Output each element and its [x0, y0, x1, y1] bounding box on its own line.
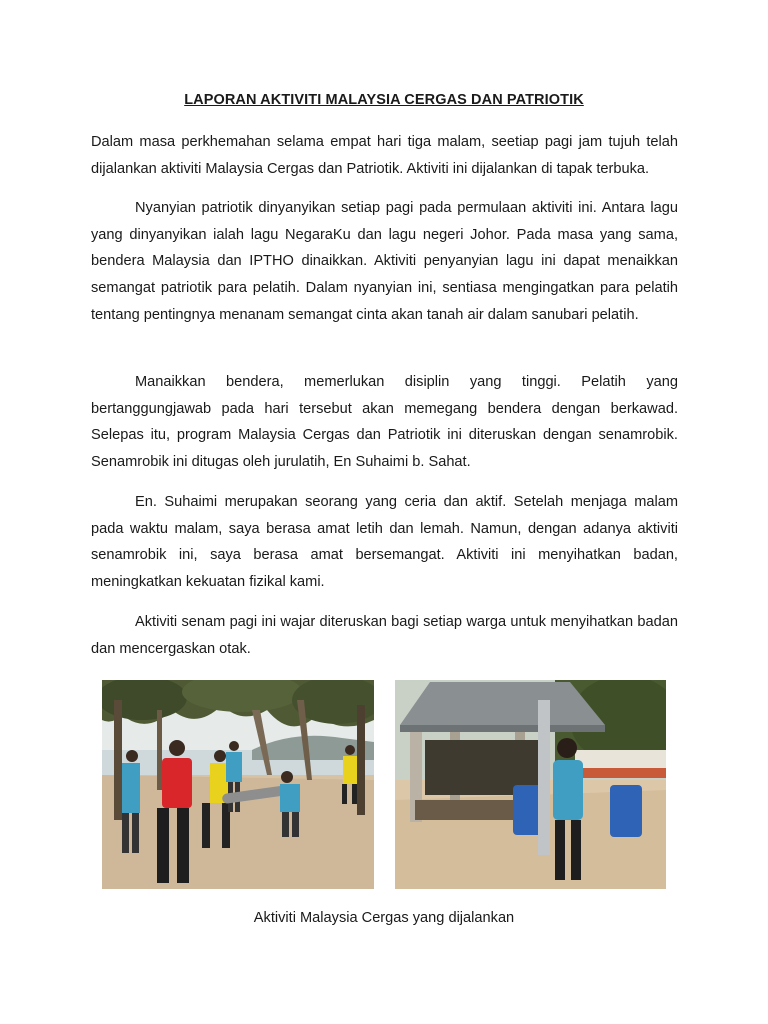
report-title: LAPORAN AKTIVITI MALAYSIA CERGAS DAN PATRIOTIK [184, 92, 584, 108]
paragraph-patriotic-songs: Nyanyian patriotik dinyanyikan setiap pagi pada permulaan aktiviti ini. Antara lagu yang dinyanyikan ialah lagu NegaraKu dan lagu negeri Johor. Pada masa yang sama, bendera Malaysia dan IPTHO dinaikkan. Aktiviti penyanyian lagu ini dapat menaikkan semangat patriotik para pelatih. Dalam nyanyian ini, sentiasa mengingatkan para pelatih tentang pentingnya menanam semangat cinta akan tanah air dalam sanubari pelatih. [91, 200, 678, 323]
photo-gazebo-participant [395, 680, 666, 889]
photo-group-exercise-image [102, 680, 374, 889]
paragraph-flag-raising: Manaikkan bendera, memerlukan disiplin yang tinggi. Pelatih yang bertanggungjawab pada hari tersebut akan memegang bendera dengan berkawad. Selepas itu, program Malaysia Cergas dan Patriotik ini diteruskan dengan senamrobik. Senamrobik ini ditugas oleh jurulatih, En Suhaimi b. Sahat. [91, 374, 678, 471]
paragraph-instructor: En. Suhaimi merupakan seorang yang ceria dan aktif. Setelah menjaga malam pada waktu malam, saya berasa amat letih dan lemah. Namun, dengan adanya aktiviti senamrobik ini, saya berasa amat bersemangat. Aktiviti ini menyihatkan badan, meningkatkan kekuatan fizikal kami. [91, 494, 678, 591]
photo-gazebo-participant-image [395, 680, 666, 889]
photo-caption: Aktiviti Malaysia Cergas yang dijalankan [253, 910, 515, 926]
paragraph-conclusion: Aktiviti senam pagi ini wajar diteruskan bagi setiap warga untuk menyihatkan badan dan mencergaskan otak. [91, 614, 678, 657]
paragraph-intro: Dalam masa perkhemahan selama empat hari tiga malam, seetiap pagi jam tujuh telah dijalankan aktiviti Malaysia Cergas dan Patriotik. Aktiviti ini dijalankan di tapak terbuka. [91, 134, 678, 177]
photo-group-exercise [102, 680, 374, 889]
